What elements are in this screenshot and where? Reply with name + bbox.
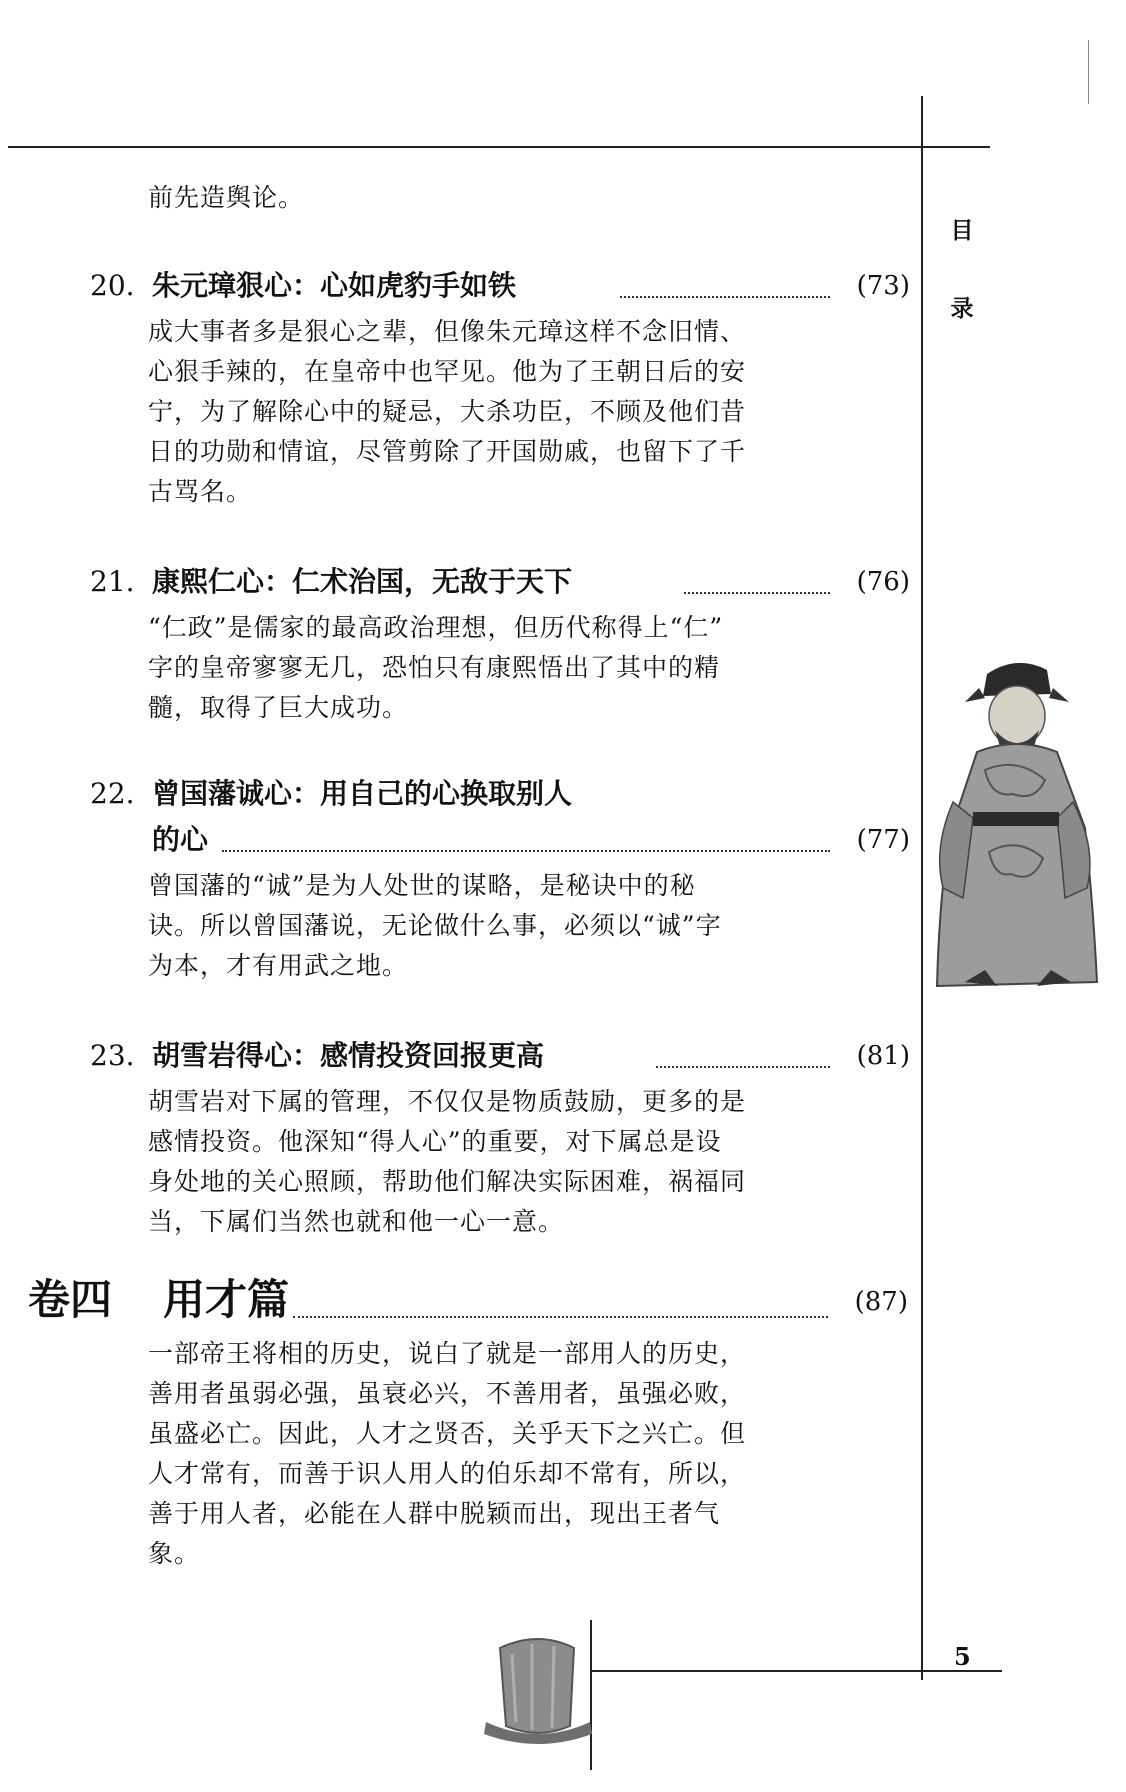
entry-summary xyxy=(148,866,848,986)
entry-summary xyxy=(148,608,848,728)
entry-heading[interactable] xyxy=(90,770,910,866)
summary-line: 善用者虽弱必强，虽衰必兴，不善用者，虽强必败， xyxy=(148,1379,747,1408)
official-hat-illustration xyxy=(482,1630,594,1750)
leader-dots xyxy=(656,1066,830,1068)
entry-number: 23. xyxy=(90,1039,135,1072)
toc-entry-23 xyxy=(90,1032,910,1242)
summary-line: 古骂名。 xyxy=(148,477,253,506)
entry-number: 21. xyxy=(90,565,135,598)
summary-line: 成大事者多是狠心之辈，但像朱元璋这样不念旧情、 xyxy=(148,317,747,346)
summary-line: 日的功勋和情谊，尽管剪除了开国勋戚，也留下了千 xyxy=(148,437,747,466)
entry-number: 20. xyxy=(90,269,135,302)
entry-title: 朱元璋狠心：心如虎豹手如铁 xyxy=(152,269,517,302)
entry-heading[interactable] xyxy=(90,262,910,312)
entry-title: 胡雪岩得心：感情投资回报更高 xyxy=(152,1039,545,1072)
entry-summary xyxy=(148,312,848,512)
sidebar-label-lu: 录 xyxy=(950,296,974,322)
leader-dots xyxy=(620,296,830,298)
entry-summary xyxy=(148,1082,848,1242)
entry-number: 22. xyxy=(90,777,135,810)
footer-rule xyxy=(590,1670,1002,1672)
entry-title-continued: 的心 xyxy=(152,823,209,856)
volume-heading[interactable] xyxy=(28,1270,908,1330)
summary-line: 为本，才有用武之地。 xyxy=(148,951,409,980)
entry-page-number: (76) xyxy=(856,567,910,597)
volume-title: 用才篇 xyxy=(163,1275,290,1324)
sidebar-divider xyxy=(921,96,923,1680)
entry-title: 曾国藩诚心：用自己的心换取别人 xyxy=(152,777,573,810)
summary-line: “仁政”是儒家的最高政治理想，但历代称得上“仁” xyxy=(148,613,724,642)
summary-line: 心狠手辣的，在皇帝中也罕见。他为了王朝日后的安 xyxy=(148,357,747,386)
entry-heading[interactable] xyxy=(90,1032,910,1082)
summary-line: 胡雪岩对下属的管理，不仅仅是物质鼓励，更多的是 xyxy=(148,1087,747,1116)
emperor-illustration xyxy=(925,652,1105,997)
summary-line: 感情投资。他深知“得人心”的重要，对下属总是设 xyxy=(148,1127,722,1156)
toc-entry-22 xyxy=(90,770,910,986)
leader-dots xyxy=(684,592,830,594)
entry-page-number: (77) xyxy=(856,825,910,855)
volume-summary xyxy=(148,1334,848,1574)
summary-line: 象。 xyxy=(148,1539,201,1568)
summary-line: 诀。所以曾国藩说，无论做什么事，必须以“诚”字 xyxy=(148,911,722,940)
summary-line: 虽盛必亡。因此，人才之贤否，关乎天下之兴亡。但 xyxy=(148,1419,747,1448)
summary-line: 人才常有，而善于识人用人的伯乐却不常有，所以， xyxy=(148,1459,747,1488)
leader-dots xyxy=(222,850,830,852)
volume-page-number: (87) xyxy=(854,1287,908,1317)
summary-line: 一部帝王将相的历史，说白了就是一部用人的历史， xyxy=(148,1339,747,1368)
header-rule xyxy=(8,146,990,148)
summary-line: 善于用人者，必能在人群中脱颖而出，现出王者气 xyxy=(148,1499,721,1528)
summary-line: 字的皇帝寥寥无几，恐怕只有康熙悟出了其中的精 xyxy=(148,653,721,682)
leader-dots xyxy=(293,1316,828,1318)
summary-line: 曾国藩的“诚”是为人处世的谋略，是秘诀中的秘 xyxy=(148,871,696,900)
toc-entry-21 xyxy=(90,558,910,728)
sidebar-label-mu: 目 xyxy=(950,218,974,244)
summary-line: 当，下属们当然也就和他一心一意。 xyxy=(148,1207,565,1236)
volume-label: 卷四 xyxy=(28,1275,113,1324)
entry-page-number: (73) xyxy=(856,271,910,301)
summary-line: 宁，为了解除心中的疑忌，大杀功臣，不顾及他们昔 xyxy=(148,397,747,426)
margin-tick xyxy=(1088,40,1089,104)
summary-line: 髓，取得了巨大成功。 xyxy=(148,693,409,722)
toc-entry-20 xyxy=(90,262,910,512)
continuation-text: 前先造舆论。 xyxy=(148,183,305,212)
entry-heading[interactable] xyxy=(90,558,910,608)
page-number: 5 xyxy=(954,1642,971,1671)
entry-title: 康熙仁心：仁术治国，无敌于天下 xyxy=(152,565,573,598)
summary-line: 身处地的关心照顾，帮助他们解决实际困难，祸福同 xyxy=(148,1167,747,1196)
entry-page-number: (81) xyxy=(856,1041,910,1071)
